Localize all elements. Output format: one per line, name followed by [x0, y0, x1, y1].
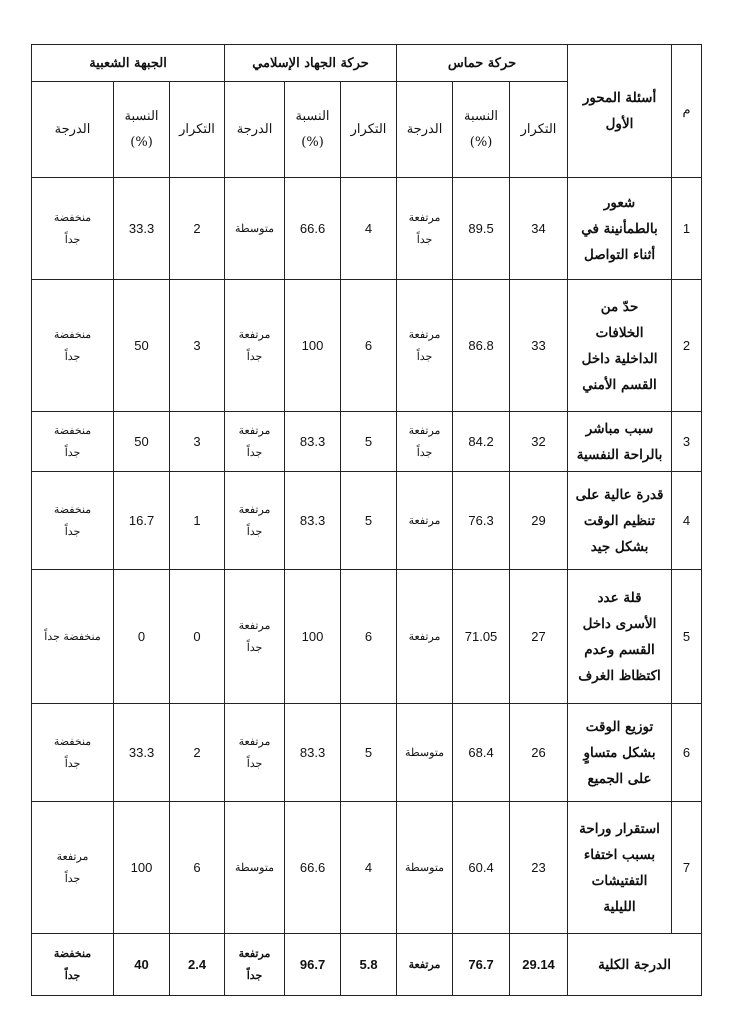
jihad-grade-cell: مرتفعة جداً	[225, 280, 285, 412]
hamas-pct-header: النسبة (%)	[453, 82, 510, 178]
jihad-grade-cell: مرتفعة جداً	[225, 704, 285, 802]
hamas-pct-cell: 89.5	[453, 178, 510, 280]
pflp-pct-cell: 50	[114, 412, 170, 472]
hamas-grade-cell: مرتفعة	[397, 570, 453, 704]
hamas-grade-cell: مرتفعة	[397, 472, 453, 570]
pflp-freq-header: التكرار	[170, 82, 225, 178]
row-index: 5	[672, 570, 702, 704]
jihad-freq-cell: 6	[341, 570, 397, 704]
hamas-freq-header: التكرار	[510, 82, 568, 178]
jihad-freq-cell: 5	[341, 472, 397, 570]
jihad-pct-cell: 100	[285, 570, 341, 704]
pflp-pct-cell: 33.3	[114, 704, 170, 802]
question-header: أسئلة المحور الأول	[568, 45, 672, 178]
pflp-total-grade: منخفضة جداً	[32, 934, 114, 996]
row-question: قدرة عالية على تنظيم الوقت بشكل جيد	[568, 472, 672, 570]
pflp-freq-cell: 2	[170, 704, 225, 802]
row-question: حدّ من الخلافات الداخلية داخل القسم الأمني	[568, 280, 672, 412]
pflp-freq-cell: 0	[170, 570, 225, 704]
results-table	[31, 44, 702, 996]
jihad-total-freq: 5.8	[341, 934, 397, 996]
hamas-pct-cell: 84.2	[453, 412, 510, 472]
jihad-total-grade: مرتفعة جداً	[225, 934, 285, 996]
jihad-pct-cell: 66.6	[285, 178, 341, 280]
pflp-freq-cell: 3	[170, 412, 225, 472]
pflp-grade-cell: منخفضة جداً	[32, 570, 114, 704]
table-row	[32, 472, 702, 570]
table-row	[32, 570, 702, 704]
table-row	[32, 280, 702, 412]
jihad-freq-cell: 4	[341, 178, 397, 280]
table-row	[32, 704, 702, 802]
hamas-pct-cell: 60.4	[453, 802, 510, 934]
jihad-freq-cell: 6	[341, 280, 397, 412]
pflp-pct-cell: 0	[114, 570, 170, 704]
jihad-pct-header: النسبة (%)	[285, 82, 341, 178]
jihad-total-pct: 96.7	[285, 934, 341, 996]
pflp-grade-cell: منخفضة جداً	[32, 178, 114, 280]
row-index: 6	[672, 704, 702, 802]
hamas-pct-cell: 76.3	[453, 472, 510, 570]
row-question: شعور بالطمأنينة في أثناء التواصل	[568, 178, 672, 280]
row-question: سبب مباشر بالراحة النفسية	[568, 412, 672, 472]
hamas-grade-cell: مرتفعة جداً	[397, 280, 453, 412]
pflp-freq-cell: 2	[170, 178, 225, 280]
pflp-pct-cell: 33.3	[114, 178, 170, 280]
row-index: 2	[672, 280, 702, 412]
table-body	[32, 178, 702, 996]
group-header-pflp: الجبهة الشعبية	[32, 45, 225, 82]
pflp-total-pct: 40	[114, 934, 170, 996]
table-row	[32, 802, 702, 934]
hamas-total-grade: مرتفعة	[397, 934, 453, 996]
hamas-freq-cell: 26	[510, 704, 568, 802]
row-index: 3	[672, 412, 702, 472]
hamas-grade-cell: مرتفعة جداً	[397, 178, 453, 280]
hamas-grade-cell: متوسطة	[397, 704, 453, 802]
jihad-grade-cell: متوسطة	[225, 178, 285, 280]
pflp-grade-cell: منخفضة جداً	[32, 412, 114, 472]
hamas-pct-cell: 71.05	[453, 570, 510, 704]
jihad-freq-cell: 5	[341, 412, 397, 472]
jihad-grade-cell: مرتفعة جداً	[225, 412, 285, 472]
hamas-pct-cell: 86.8	[453, 280, 510, 412]
jihad-pct-cell: 83.3	[285, 704, 341, 802]
hamas-freq-cell: 33	[510, 280, 568, 412]
pflp-pct-cell: 16.7	[114, 472, 170, 570]
index-header: م	[672, 45, 702, 178]
pflp-freq-cell: 3	[170, 280, 225, 412]
total-label: الدرجة الكلية	[568, 934, 702, 996]
jihad-pct-cell: 83.3	[285, 472, 341, 570]
pflp-grade-cell: منخفضة جداً	[32, 280, 114, 412]
row-question: استقرار وراحة بسبب اختفاء التفتيشات الليلية	[568, 802, 672, 934]
jihad-pct-cell: 83.3	[285, 412, 341, 472]
jihad-pct-cell: 100	[285, 280, 341, 412]
jihad-freq-header: التكرار	[341, 82, 397, 178]
table-row	[32, 178, 702, 280]
hamas-freq-cell: 34	[510, 178, 568, 280]
hamas-freq-cell: 27	[510, 570, 568, 704]
total-row	[32, 934, 702, 996]
jihad-grade-header: الدرجة	[225, 82, 285, 178]
row-question: توزيع الوقت بشكل متساوٍ على الجميع	[568, 704, 672, 802]
hamas-total-freq: 29.14	[510, 934, 568, 996]
hamas-freq-cell: 29	[510, 472, 568, 570]
hamas-grade-cell: متوسطة	[397, 802, 453, 934]
jihad-freq-cell: 5	[341, 704, 397, 802]
pflp-grade-cell: منخفضة جداً	[32, 472, 114, 570]
hamas-grade-header: الدرجة	[397, 82, 453, 178]
pflp-pct-header: النسبة (%)	[114, 82, 170, 178]
row-index: 7	[672, 802, 702, 934]
pflp-grade-header: الدرجة	[32, 82, 114, 178]
row-index: 1	[672, 178, 702, 280]
jihad-freq-cell: 4	[341, 802, 397, 934]
pflp-freq-cell: 6	[170, 802, 225, 934]
hamas-total-pct: 76.7	[453, 934, 510, 996]
pflp-grade-cell: منخفضة جداً	[32, 704, 114, 802]
group-header-hamas: حركة حماس	[397, 45, 568, 82]
hamas-freq-cell: 32	[510, 412, 568, 472]
pflp-freq-cell: 1	[170, 472, 225, 570]
pflp-pct-cell: 50	[114, 280, 170, 412]
pflp-grade-cell: مرتفعة جداً	[32, 802, 114, 934]
row-index: 4	[672, 472, 702, 570]
table-row	[32, 412, 702, 472]
jihad-grade-cell: مرتفعة جداً	[225, 570, 285, 704]
jihad-grade-cell: متوسطة	[225, 802, 285, 934]
jihad-grade-cell: مرتفعة جداً	[225, 472, 285, 570]
pflp-pct-cell: 100	[114, 802, 170, 934]
row-question: قلة عدد الأسرى داخل القسم وعدم اكتظاظ الغرف	[568, 570, 672, 704]
pflp-total-freq: 2.4	[170, 934, 225, 996]
hamas-pct-cell: 68.4	[453, 704, 510, 802]
jihad-pct-cell: 66.6	[285, 802, 341, 934]
group-header-jihad: حركة الجهاد الإسلامي	[225, 45, 397, 82]
hamas-grade-cell: مرتفعة جداً	[397, 412, 453, 472]
hamas-freq-cell: 23	[510, 802, 568, 934]
